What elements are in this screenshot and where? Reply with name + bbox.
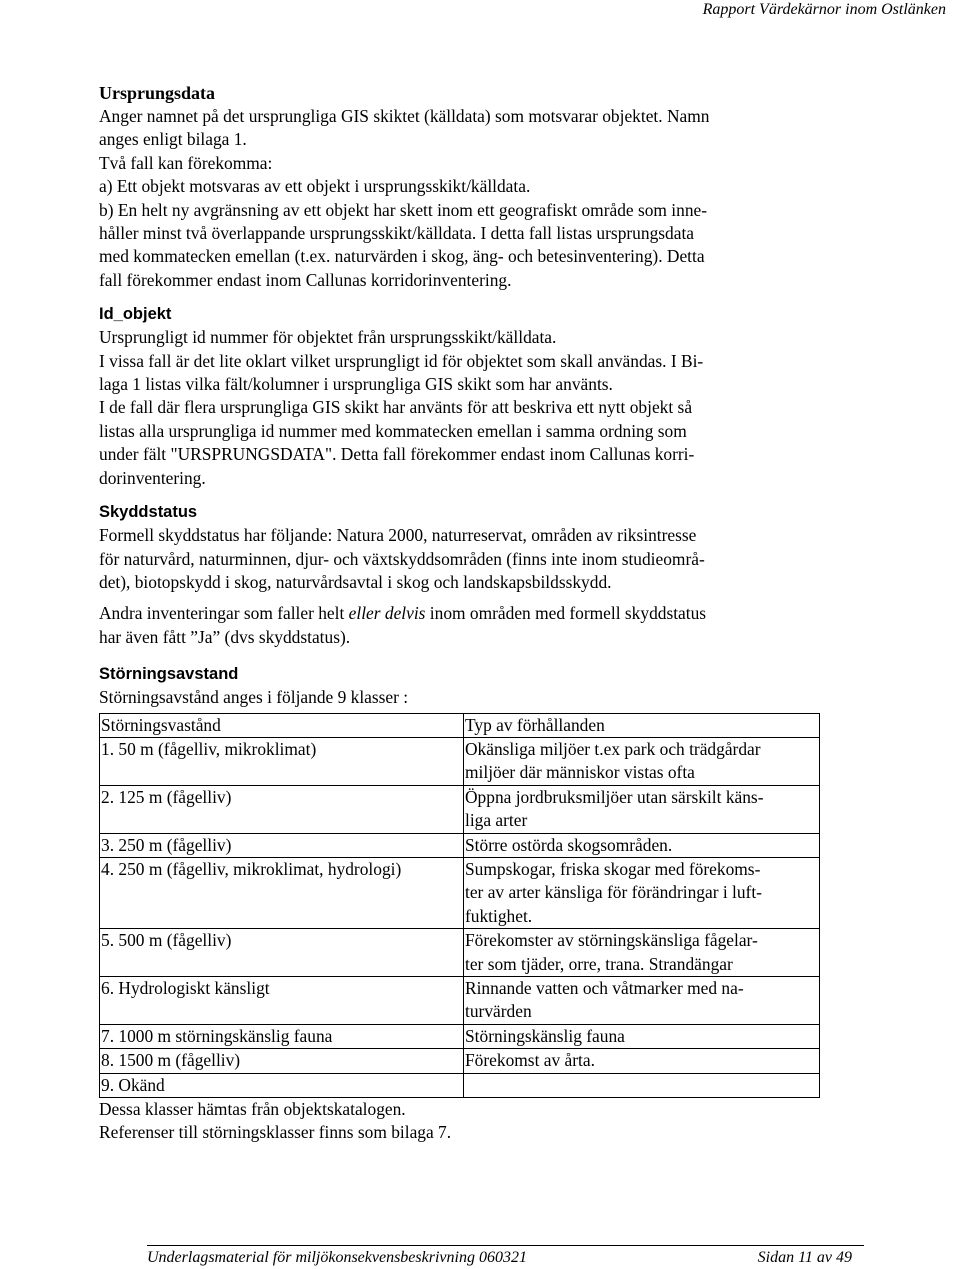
cell-typ-line: miljöer där människor vistas ofta: [465, 762, 695, 783]
cell-typ: [464, 1024, 820, 1048]
table-row: [100, 857, 820, 928]
footer-rule: [147, 1245, 864, 1246]
body-line: a) Ett objekt motsvaras av ett objekt i ursprungsskikt/källdata.: [99, 176, 531, 197]
body-line: Formell skyddstatus har följande: Natura 2000, naturreservat, områden av riksintresse: [99, 525, 697, 546]
storningsklasser-table: [99, 713, 820, 1099]
cell-klass: 7. 1000 m störningskänslig fauna: [100, 1024, 464, 1048]
italic-text: eller delvis: [348, 603, 426, 624]
cell-klass: 2. 125 m (fågelliv): [100, 785, 464, 833]
heading-storningsavstand: Störningsavstand: [99, 665, 239, 684]
text-run: Andra inventeringar som faller helt: [99, 603, 349, 624]
cell-typ: [464, 929, 820, 977]
cell-klass: 6. Hydrologiskt känsligt: [100, 977, 464, 1025]
table-row: [100, 785, 820, 833]
table-row: [100, 929, 820, 977]
cell-typ: [464, 737, 820, 785]
cell-typ: [464, 1073, 820, 1097]
cell-typ-line: Störningskänslig fauna: [465, 1025, 625, 1046]
table-row: [100, 1073, 820, 1097]
table-row: [100, 1049, 820, 1073]
body-line: Ursprungligt id nummer för objektet från ursprungsskikt/källdata.: [99, 327, 557, 348]
cell-typ-line: Okänsliga miljöer t.ex park och trädgårdar: [465, 738, 761, 759]
body-line: håller minst två överlappande ursprungsskikt/källdata. I detta fall listas ursprungsdata: [99, 223, 694, 244]
heading-skyddstatus: Skyddstatus: [99, 503, 198, 522]
body-line: fall förekommer endast inom Callunas korridorinventering.: [99, 269, 512, 290]
cell-typ: [464, 1049, 820, 1073]
column-header-typ: Typ av förhållanden: [464, 713, 820, 737]
table-header-row: [100, 713, 820, 737]
cell-typ-line: ter som tjäder, orre, trana. Strandängar: [465, 953, 733, 974]
body-line: I de fall där flera ursprungliga GIS skikt har använts för att beskriva ett nytt objekt så: [99, 397, 693, 418]
body-line: Två fall kan förekomma:: [99, 152, 273, 173]
table-intro: Störningsavstånd anges i följande 9 klasser :: [99, 687, 409, 708]
body-line: I vissa fall är det lite oklart vilket ursprungligt id för objektet som skall användas. I Bi-: [99, 350, 704, 371]
heading-id-objekt: Id_objekt: [99, 305, 172, 324]
page-footer: [147, 1249, 852, 1267]
column-header-klass: Störningsvastånd: [100, 713, 464, 737]
cell-typ-line: liga arter: [465, 810, 528, 831]
cell-typ: [464, 977, 820, 1025]
body-line: Anger namnet på det ursprungliga GIS skiktet (källdata) som motsvarar objektet. Namn: [99, 106, 710, 126]
body-line: med kommatecken emellan (t.ex. naturvärden i skog, äng- och betesinventering). Detta: [99, 246, 705, 267]
cell-typ-line: Rinnande vatten och våtmarker med na-: [465, 978, 744, 998]
cell-typ-line: Större ostörda skogsområden.: [465, 834, 673, 855]
running-header: Rapport Värdekärnor inom Ostlänken: [702, 1, 946, 18]
table-row: [100, 977, 820, 1025]
body-line: Referenser till störningsklasser finns som bilaga 7.: [99, 1122, 452, 1143]
body-line: [99, 602, 839, 625]
table-row: [100, 833, 820, 857]
cell-typ: [464, 785, 820, 833]
cell-typ-line: fuktighet.: [465, 905, 533, 926]
cell-typ-line: Sumpskogar, friska skogar med förekoms-: [465, 858, 761, 879]
cell-typ: [464, 857, 820, 928]
page-body: [99, 82, 839, 1145]
body-line: dorinventering.: [99, 467, 206, 488]
body-line: det), biotopskydd i skog, naturvårdsavtal i skog och landskapsbildsskydd.: [99, 571, 612, 592]
cell-klass: 3. 250 m (fågelliv): [100, 833, 464, 857]
cell-klass: 4. 250 m (fågelliv, mikroklimat, hydrologi): [100, 857, 464, 928]
body-line: under fält "URSPRUNGSDATA". Detta fall förekommer endast inom Callunas korri-: [99, 444, 695, 465]
cell-klass: 1. 50 m (fågelliv, mikroklimat): [100, 737, 464, 785]
page-number: Sidan 11 av 49: [757, 1249, 852, 1266]
body-line: Dessa klasser hämtas från objektskatalogen.: [99, 1099, 406, 1120]
table-row: [100, 1024, 820, 1048]
section-id-objekt: [99, 303, 839, 490]
section-storningsavstand: [99, 663, 839, 1145]
section-skyddstatus: [99, 501, 839, 649]
text-run: inom områden med formell skyddstatus: [425, 603, 707, 624]
cell-typ-line: turvärden: [465, 1001, 532, 1022]
section-ursprungsdata: [99, 82, 839, 292]
cell-typ: [464, 833, 820, 857]
table-row: [100, 737, 820, 785]
cell-typ-line: Öppna jordbruksmiljöer utan särskilt käns-: [465, 786, 764, 807]
cell-klass: 9. Okänd: [100, 1073, 464, 1097]
body-line: anges enligt bilaga 1.: [99, 129, 247, 150]
body-line: har även fått ”Ja” (dvs skyddstatus).: [99, 626, 351, 647]
cell-typ-line: Förekomst av årta.: [465, 1050, 595, 1071]
cell-typ-line: Förekomster av störningskänsliga fågelar-: [465, 930, 758, 951]
cell-typ-line: ter av arter känsliga för förändringar i luft-: [465, 882, 762, 903]
body-line: för naturvård, naturminnen, djur- och växtskyddsområden (finns inte inom studieområ-: [99, 548, 705, 569]
cell-typ-line: [465, 1074, 819, 1097]
cell-klass: 5. 500 m (fågelliv): [100, 929, 464, 977]
heading-ursprungsdata: Ursprungsdata: [99, 83, 216, 103]
body-line: listas alla ursprungliga id nummer med kommatecken emellan i samma ordning som: [99, 420, 687, 441]
footer-document-title: Underlagsmaterial för miljökonsekvensbeskrivning 060321: [147, 1249, 527, 1266]
body-line: laga 1 listas vilka fält/kolumner i ursprungliga GIS skikt som har använts.: [99, 374, 613, 395]
body-line: b) En helt ny avgränsning av ett objekt har skett inom ett geografiskt område som inne-: [99, 199, 708, 220]
cell-klass: 8. 1500 m (fågelliv): [100, 1049, 464, 1073]
